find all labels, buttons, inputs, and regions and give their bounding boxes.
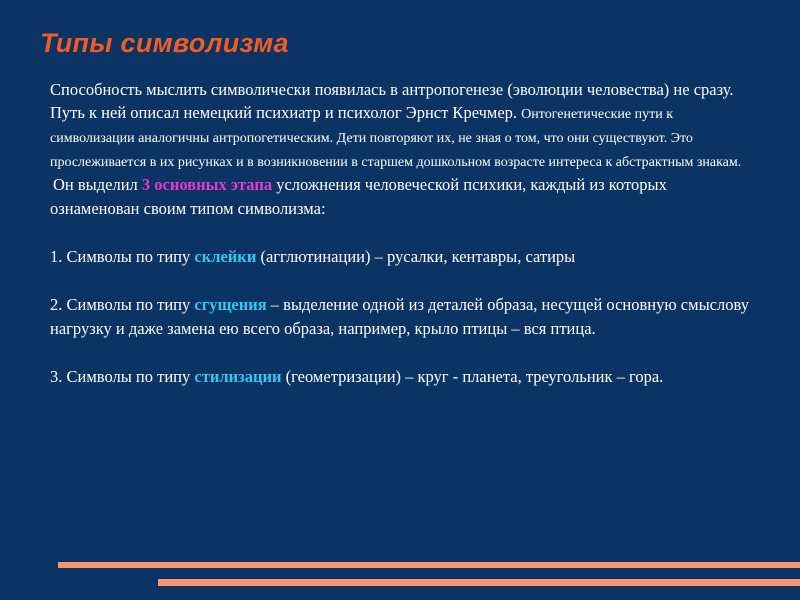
item-prefix: 1. Символы по типу xyxy=(50,247,195,266)
list-item xyxy=(48,245,760,269)
item-highlight: стилизации xyxy=(194,367,282,386)
item-prefix: 2. Символы по типу xyxy=(50,295,195,314)
stages-suffix: усложнения человеческой психики, каждый из которых ознаменован своим типом символизма: xyxy=(50,175,667,218)
intro-small-text: Онтогенетические пути к символизации аналогичны антропогетическим. Дети повторяют их, не зная о том, что они существуют. Это прослеживается в их рисунках и в возникновении в старшем дошкольном возрасте интереса к абстрактным знакам. xyxy=(50,107,742,170)
item-suffix: – выделение одной из деталей образа, несущей основную смыслову нагрузку и даже замена ею всего образа, например, крыло птицы – вся птица. xyxy=(50,295,749,338)
stages-prefix: Он выделил xyxy=(53,175,142,194)
item-highlight: сгущения xyxy=(194,295,267,314)
intro-text: Способность мыслить символически появилась в антропогенезе (эволюции человества) не сразу. Путь к ней описал немецкий психиатр и психолог Эрнст Кречмер. xyxy=(50,80,734,122)
item-highlight: склейки xyxy=(194,247,257,266)
item-suffix: (агглютинации) – русалки, кентавры, сатиры xyxy=(256,247,576,266)
list-item xyxy=(48,365,760,389)
spacer xyxy=(48,341,760,365)
slide-body xyxy=(48,78,760,389)
stages-paragraph xyxy=(48,173,760,221)
list-item xyxy=(48,293,760,341)
stages-highlight: 3 основных этапа xyxy=(141,175,273,194)
item-prefix: 3. Символы по типу xyxy=(50,367,195,386)
item-suffix: (геометризации) – круг - планета, треугольник – гора. xyxy=(281,367,664,386)
spacer xyxy=(48,269,760,293)
intro-paragraph xyxy=(48,78,760,173)
decorative-rule-bottom xyxy=(158,579,800,586)
slide-title: Типы символизма xyxy=(40,28,289,58)
decorative-rule-top xyxy=(58,562,800,568)
spacer xyxy=(48,221,760,245)
